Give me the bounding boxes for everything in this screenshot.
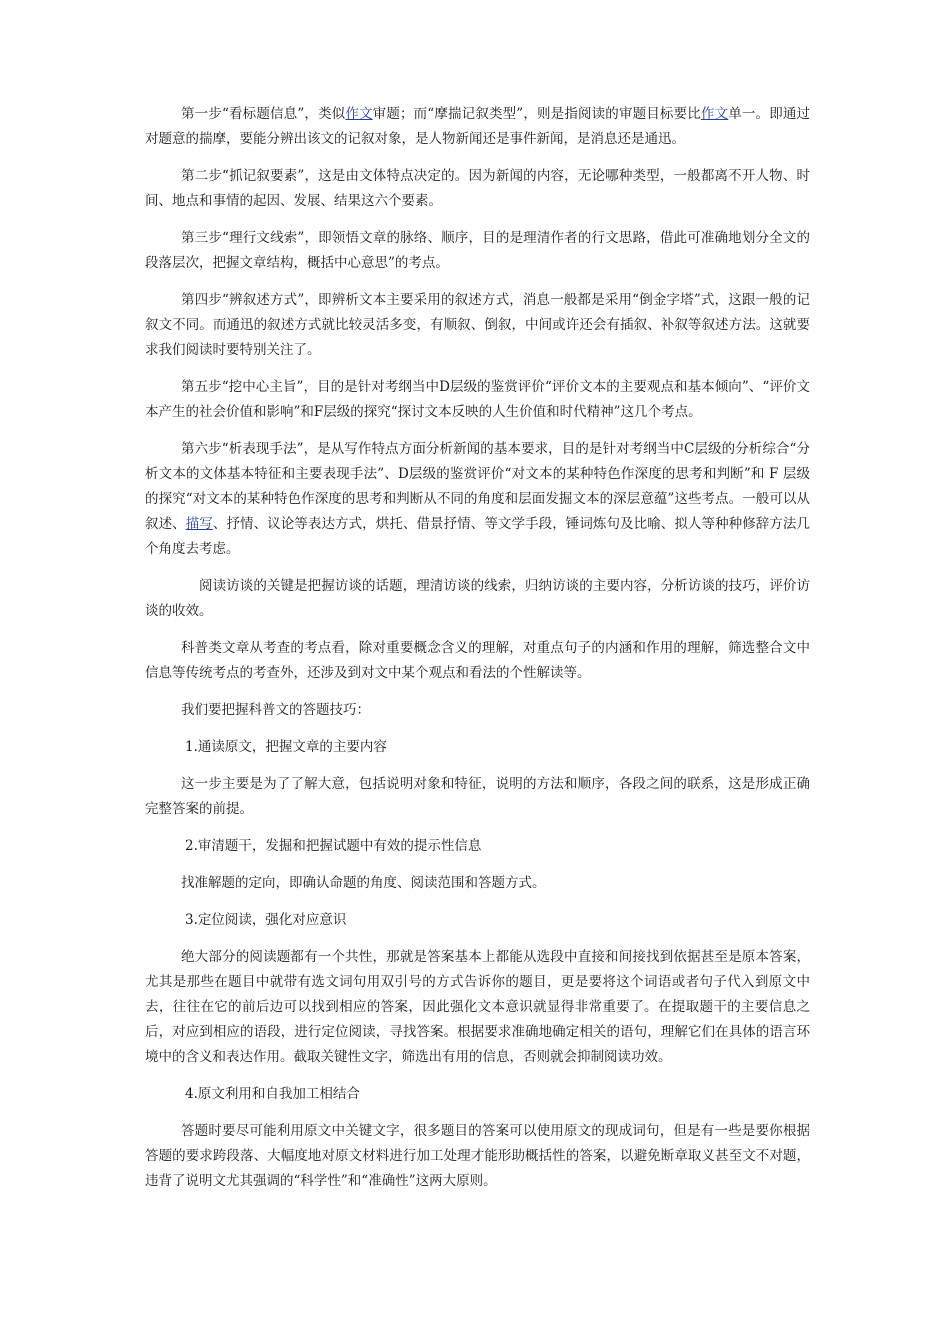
paragraph — [145, 1119, 810, 1194]
paragraph-text: 第五步“挖中心主旨”，目的是针对考纲当中D层级的鉴赏评价“评价文本的主要观点和基本倾向”、“评价文本产生的社会价值和影响”和F层级的探究“探讨文本反映的人生价值和时代精神”这几个考点。 — [145, 379, 810, 420]
paragraph-text: 答题时要尽可能利用原文中关键文字，很多题目的答案可以使用原文的现成词句，但是有一些是要你根据答题的要求跨段落、大幅度地对原文材料进行加工处理才能形助概括性的答案，以避免断章取义甚至文不对题，违背了说明文尤其强调的“科学性”和“准确性”这两大原则。 — [145, 1123, 810, 1189]
paragraph — [145, 375, 810, 425]
paragraph-text: 阅读访谈的关键是把握访谈的话题，理清访谈的线索，归纳访谈的主要内容，分析访谈的技巧，评价访谈的收效。 — [145, 578, 810, 619]
paragraph-text: 第一步“看标题信息”，类似 — [181, 106, 346, 122]
paragraph — [145, 437, 810, 562]
paragraph — [145, 226, 810, 276]
paragraph-text: 找准解题的定向，即确认命题的角度、阅读范围和答题方式。 — [181, 875, 546, 891]
paragraph — [145, 772, 810, 822]
paragraph — [145, 288, 810, 363]
paragraph-text: 这一步主要是为了了解大意，包括说明对象和特征，说明的方法和顺序，各段之间的联系，这是形成正确完整答案的前提。 — [145, 776, 810, 817]
document-body — [145, 102, 810, 1206]
list-heading — [145, 735, 810, 760]
paragraph-text: 单一。即通过对题意的揣摩，要能分辨出该文的记叙对象，是人物新闻还是事件新闻，是消息还是通迅。 — [145, 106, 811, 147]
paragraph-text: 第二步“抓记叙要素”，这是由文体特点决定的。因为新闻的内容，无论哪种类型，一般都离不开人物、时间、地点和事情的起因、发展、结果这六个要素。 — [145, 168, 810, 209]
paragraph-text: 第六步“析表现手法”，是从写作特点方面分析新闻的基本要求，目的是针对考纲当中C层级的分析综合“分析文本的文体基本特征和主要表现手法”、D层级的鉴赏评价“对文本的某种特色作深度的思考和判断”和 F 层级的探究“对文本的某种特色作深度的思考和判断从不同的角度和层面发掘文本的深层意蕴”这些考点。一般可以从叙述、 — [145, 441, 810, 532]
paragraph-text: 4.原文利用和自我加工相结合 — [185, 1086, 360, 1102]
paragraph-text: 1.通读原文，把握文章的主要内容 — [185, 739, 387, 755]
paragraph — [145, 636, 810, 686]
inline-link[interactable]: 作文 — [700, 106, 729, 122]
paragraph — [145, 871, 810, 896]
paragraph — [145, 945, 810, 1070]
list-heading — [145, 834, 810, 859]
list-heading — [145, 1082, 810, 1107]
paragraph-text: 我们要把握科普文的答题技巧： — [181, 702, 370, 718]
paragraph-text: 3.定位阅读，强化对应意识 — [185, 912, 347, 928]
paragraph-text: 科普类文章从考查的考点看，除对重要概念含义的理解，对重点句子的内涵和作用的理解，筛选整合文中信息等传统考点的考查外，还涉及到对文中某个观点和看法的个性解读等。 — [145, 640, 810, 681]
paragraph-text: 、抒情、议论等表达方式，烘托、借景抒情、等文学手段，锤词炼句及比喻、拟人等种种修辞方法几个角度去考虑。 — [145, 516, 811, 557]
paragraph-text: 第三步“理行文线索”，即领悟文章的脉络、顺序，目的是理清作者的行文思路，借此可准确地划分全文的段落层次，把握文章结构，概括中心意思”的考点。 — [145, 230, 810, 271]
paragraph-text: 第四步“辨叙述方式”，即辨析文本主要采用的叙述方式，消息一般都是采用“倒金字塔”式，这跟一般的记叙文不同。而通迅的叙述方式就比较灵活多变，有顺叙、倒叙，中间或许还会有插叙、补叙等叙述方法。这就要求我们阅读时要特别关注了。 — [145, 292, 810, 358]
paragraph — [145, 574, 810, 624]
inline-link[interactable]: 作文 — [345, 106, 373, 122]
paragraph — [145, 164, 810, 214]
inline-link[interactable]: 描写 — [185, 516, 213, 532]
paragraph-text: 绝大部分的阅读题都有一个共性，那就是答案基本上都能从选段中直接和间接找到依据甚至是原本答案，尤其是那些在题目中就带有选文词句用双引号的方式告诉你的题目，更是要将这个词语或者句子代入到原文中去，往往在它的前后边可以找到相应的答案，因此强化文本意识就显得非常重要了。在提取题干的主要信息之后，对应到相应的语段，进行定位阅读，寻找答案。根据要求准确地确定相关的语句，理解它们在具体的语言环境中的含义和表达作用。截取关键性文字，筛选出有用的信息，否则就会抑制阅读功效。 — [145, 949, 810, 1065]
paragraph-text: 审题；而“摩揣记叙类型”，则是指阅读的审题目标要比 — [372, 106, 701, 122]
paragraph — [145, 698, 810, 723]
list-heading — [145, 908, 810, 933]
paragraph — [145, 102, 810, 152]
paragraph-text: 2.审清题干，发掘和把握试题中有效的提示性信息 — [185, 838, 482, 854]
